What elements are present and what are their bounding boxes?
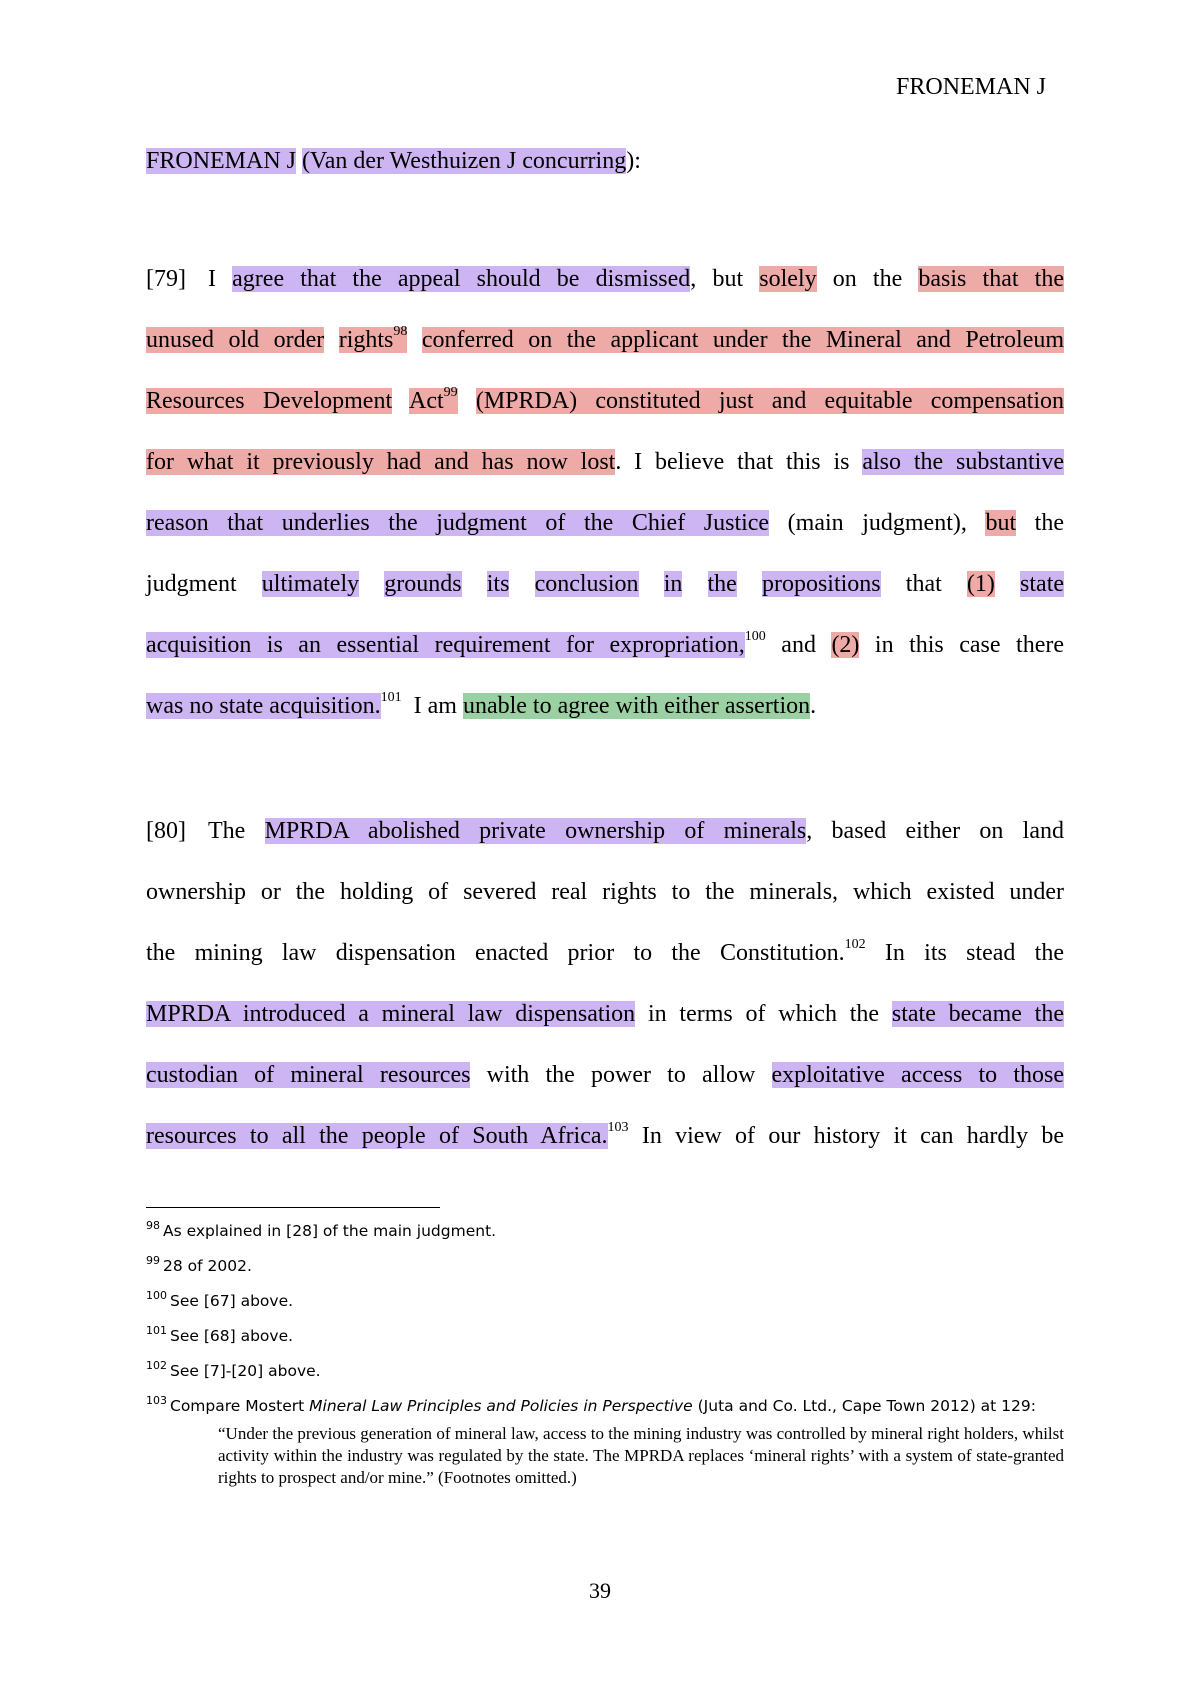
para-79-line-1 [146, 260, 1064, 321]
footnote-text: Compare Mostert [170, 1397, 310, 1415]
footnote-ref-103[interactable]: 103 [607, 1120, 629, 1135]
text-run: , but [690, 266, 760, 292]
highlight-purple: in [663, 571, 683, 597]
footnote-101 [146, 1325, 1064, 1347]
highlight-purple: reason that underlies the judgment of the Chief Justice [146, 510, 770, 536]
book-title: Mineral Law Principles and Policies in Perspective [309, 1397, 693, 1415]
footnote-ref-101[interactable]: 101 [380, 690, 402, 705]
para-80-line-2 [146, 873, 1064, 934]
highlight-red: conferred on the applicant under the Mineral and Petroleum [421, 327, 1065, 353]
text-run: judgment [146, 571, 262, 597]
footnote-number: 103 [146, 1394, 167, 1407]
text-run: In view of our history it can hardly be [628, 1123, 1065, 1149]
paragraph-number: [79] [146, 266, 186, 292]
text-run: that [880, 571, 967, 597]
highlight-red: (1) [966, 571, 995, 597]
footnote-100 [146, 1290, 1064, 1312]
heading-suffix: ): [626, 148, 641, 174]
para-79-line-6 [146, 565, 1064, 626]
text-run: I am [401, 693, 463, 719]
footnote-separator [146, 1207, 440, 1208]
highlight-red: (2) [831, 632, 860, 658]
text-run: (main judgment), [769, 510, 986, 536]
highlight-purple: propositions [761, 571, 881, 597]
para-79-line-7 [146, 626, 1064, 687]
paragraph-number: [80] [146, 818, 186, 844]
highlight-red [338, 324, 408, 353]
para-80-line-4 [146, 995, 1064, 1056]
highlight-purple: state became the [891, 1001, 1065, 1027]
footnote-ref-102[interactable]: 102 [844, 937, 866, 952]
highlight-purple: MPRDA abolished private ownership of minerals [264, 818, 807, 844]
highlight-purple: grounds [384, 571, 462, 597]
para-80-line-5 [146, 1056, 1064, 1117]
footnote-number: 101 [146, 1324, 167, 1337]
highlight-purple: custodian of mineral resources [146, 1062, 471, 1088]
footnote-99 [146, 1255, 1064, 1277]
footnote-ref-99[interactable]: 99 [443, 385, 458, 400]
block-quote: “Under the previous generation of mineral law, access to the mining industry was controlled by mineral right holders, whilst activity within the industry was regulated by the state. The MPRDA replaces ‘mineral rights’ with a system of state-granted rights to prospect and/or mine.” (Footnotes omitted.) [218, 1424, 1064, 1487]
text-run: The [208, 818, 265, 844]
highlight-purple: also the substantive [862, 449, 1064, 475]
text-run: . [810, 693, 817, 719]
highlight-red: but [985, 510, 1017, 536]
highlight-purple: exploitative access to those [771, 1062, 1064, 1088]
text-run: the [1016, 510, 1064, 536]
footnote-ref-100[interactable]: 100 [744, 629, 766, 644]
footnote-102 [146, 1360, 1064, 1382]
paragraph-80 [146, 812, 1064, 1178]
footnotes [146, 1220, 1064, 1502]
para-80-line-1 [146, 812, 1064, 873]
footnote-ref-98[interactable]: 98 [393, 324, 408, 339]
text-run: I [208, 266, 233, 292]
para-80-line-3 [146, 934, 1064, 995]
text-run: in this case there [859, 632, 1064, 658]
footnote-text: As explained in [28] of the main judgment. [163, 1222, 497, 1240]
para-79-line-3 [146, 382, 1064, 443]
text-run: rights [338, 327, 394, 353]
para-80-line-6 [146, 1117, 1064, 1178]
highlight-red: (MPRDA) constituted just and equitable compensation [475, 388, 1064, 414]
footnote-number: 100 [146, 1289, 167, 1302]
concurrence-note: (Van der Westhuizen J concurring [302, 148, 627, 174]
highlight-purple: MPRDA introduced a mineral law dispensation [146, 1001, 636, 1027]
text-run: with the power to allow [470, 1062, 772, 1088]
footnote-number: 98 [146, 1219, 160, 1232]
highlight-purple: state [1020, 571, 1065, 597]
footnote-text: See [7]-[20] above. [170, 1362, 321, 1380]
text-run: Act [408, 388, 444, 414]
footnote-98 [146, 1220, 1064, 1242]
highlight-red: unused old order [146, 327, 325, 353]
highlight-red: basis that the [918, 266, 1065, 292]
highlight-green: unable to agree with either assertion [462, 693, 811, 719]
highlight-purple: its [486, 571, 510, 597]
footnote-text: 28 of 2002. [163, 1257, 252, 1275]
text-run: the mining law dispensation enacted prior to the Constitution. [146, 940, 845, 966]
footnote-103 [146, 1395, 1064, 1489]
text-run: and [765, 632, 832, 658]
highlight-red [408, 385, 458, 414]
text-run: . I believe that this is [615, 449, 863, 475]
highlight-purple: was no state acquisition. [146, 693, 381, 719]
judgment-heading [146, 146, 641, 176]
running-head: FRONEMAN J [896, 74, 1047, 100]
highlight-red: solely [759, 266, 817, 292]
text-run: , based either on land [806, 818, 1064, 844]
highlight-purple: agree that the appeal should be dismissed [232, 266, 691, 292]
text-run: on the [816, 266, 919, 292]
text-run: ownership or the holding of severed real rights to the minerals, which existed under [146, 879, 1064, 905]
highlight-purple: resources to all the people of South Africa. [146, 1123, 608, 1149]
para-79-line-5 [146, 504, 1064, 565]
footnote-number: 99 [146, 1254, 160, 1267]
para-79-line-8 [146, 687, 1064, 748]
para-79-line-2 [146, 321, 1064, 382]
highlight-purple: ultimately [261, 571, 360, 597]
para-79-line-4 [146, 443, 1064, 504]
highlight-red: for what it previously had and has now lost [146, 449, 616, 475]
highlight-purple: acquisition is an essential requirement for expropriation, [146, 632, 745, 658]
highlight-red: Resources Development [146, 388, 393, 414]
footnote-number: 102 [146, 1359, 167, 1372]
highlight-purple: conclusion [534, 571, 639, 597]
footnote-text: (Juta and Co. Ltd., Cape Town 2012) at 129: [692, 1397, 1036, 1415]
highlight-purple: the [707, 571, 737, 597]
judge-name: FRONEMAN J [146, 148, 297, 174]
footnote-text: See [68] above. [170, 1327, 294, 1345]
page-number: 39 [589, 1578, 611, 1603]
footnote-text: See [67] above. [170, 1292, 294, 1310]
text-run: In its stead the [865, 940, 1064, 966]
text-run: in terms of which the [635, 1001, 892, 1027]
paragraph-79 [146, 260, 1064, 748]
